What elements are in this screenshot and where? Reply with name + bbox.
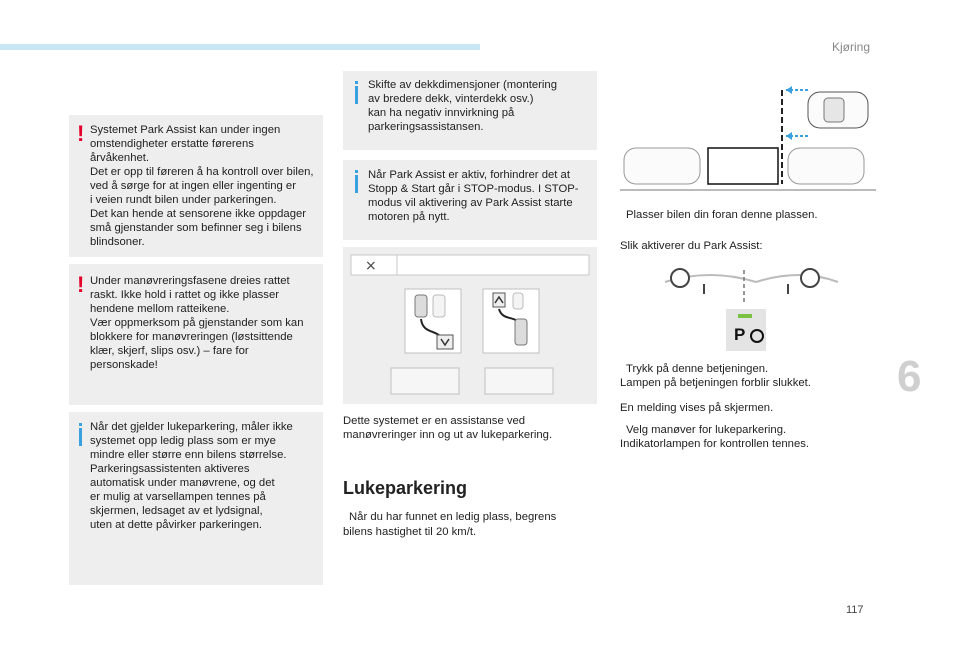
description-text: Dette systemet er en assistanse ved manøvreringer inn og ut av lukeparkering. <box>343 415 553 441</box>
step-1 <box>343 510 556 539</box>
parking-space-diagram <box>620 80 876 205</box>
warning-text-1: Systemet Park Assist kan under ingen omstendigheter erstatte førerens årvåkenhet. Det er opp til føreren å ha kontroll over bilen, ved å sørge for at ingen eller ingenting er i veien rundt bilen under parkeringen. Det kan hende at sensorene ikke oppdager små gjenstander som befinner seg i bilens blindsoner. <box>90 124 314 248</box>
park-assist-button[interactable] <box>726 309 766 351</box>
steering-wheels-diagram <box>660 262 840 312</box>
park-assist-screen-graphic <box>343 247 597 404</box>
info-icon <box>355 86 358 104</box>
info-text-3: Når Park Assist er aktiv, forhindrer det at Stopp & Start går i STOP-modus. I STOP- modus vil aktivering av Park Assist starte motoren på nytt. <box>368 169 579 223</box>
info-icon <box>355 175 358 193</box>
warning-box-2 <box>69 264 323 405</box>
close-icon: × <box>365 258 377 274</box>
step-3 <box>620 362 768 377</box>
message-note: En melding vises på skjermen. <box>620 402 774 414</box>
warning-box-1 <box>69 115 323 257</box>
info-text-2: Skifte av dekkdimensjoner (montering av bredere dekk, vinterdekk osv.) kan ha negativ innvirkning på parkeringsassistansen. <box>368 79 557 133</box>
steering-wheel-icon <box>750 329 764 343</box>
activation-intro: Slik aktiverer du Park Assist: <box>620 240 763 252</box>
warning-icon: ! <box>77 272 85 297</box>
warning-text-2: Under manøvreringsfasene dreies rattet raskt. Ikke hold i rattet og ikke plasser hendene mellom ratteikene. Vær oppmerksom på gjenstander som kan blokkere for manøvreringen (løstsittende klær, skjerf, slips osv.) – fare for personskade! <box>90 275 304 371</box>
step-4-text: Velg manøver for lukeparkering. <box>626 424 787 436</box>
screen-illustration <box>343 247 597 404</box>
info-text-1: Når det gjelder lukeparkering, måler ikke systemet opp ledig plass som er mye mindre eller større enn bilens størrelse. Parkeringsassistenten aktiveres automatisk under manøvrene, og det er mulig at varsellampen tennes på skjermen, ledsaget av et lydsignal, uten at dette påvirker parkeringen. <box>90 421 293 531</box>
step-3-text: Trykk på denne betjeningen. <box>626 363 769 375</box>
section-title: Kjøring <box>832 40 871 54</box>
chapter-number: 6 <box>897 352 922 401</box>
info-box-2 <box>343 71 597 150</box>
warning-icon: ! <box>77 121 85 146</box>
step-2-text: Plasser bilen din foran denne plassen. <box>626 209 818 221</box>
indicator-lamp <box>738 314 752 318</box>
section-heading: Lukeparkering <box>343 478 468 498</box>
top-accent-bar <box>0 44 480 50</box>
lamp-note: Lampen på betjeningen forblir slukket. <box>620 377 811 389</box>
step-1-text: Når du har funnet en ledig plass, begrens bilens hastighet til 20 km/t. <box>343 511 557 538</box>
info-box-3 <box>343 160 597 240</box>
park-icon: P <box>734 325 746 344</box>
info-box-1 <box>69 412 323 585</box>
info-icon <box>79 428 82 446</box>
step-2 <box>620 208 818 223</box>
page-number: 117 <box>846 604 864 616</box>
indicator-note: Indikatorlampen for kontrollen tennes. <box>620 438 810 450</box>
step-4 <box>620 423 786 438</box>
